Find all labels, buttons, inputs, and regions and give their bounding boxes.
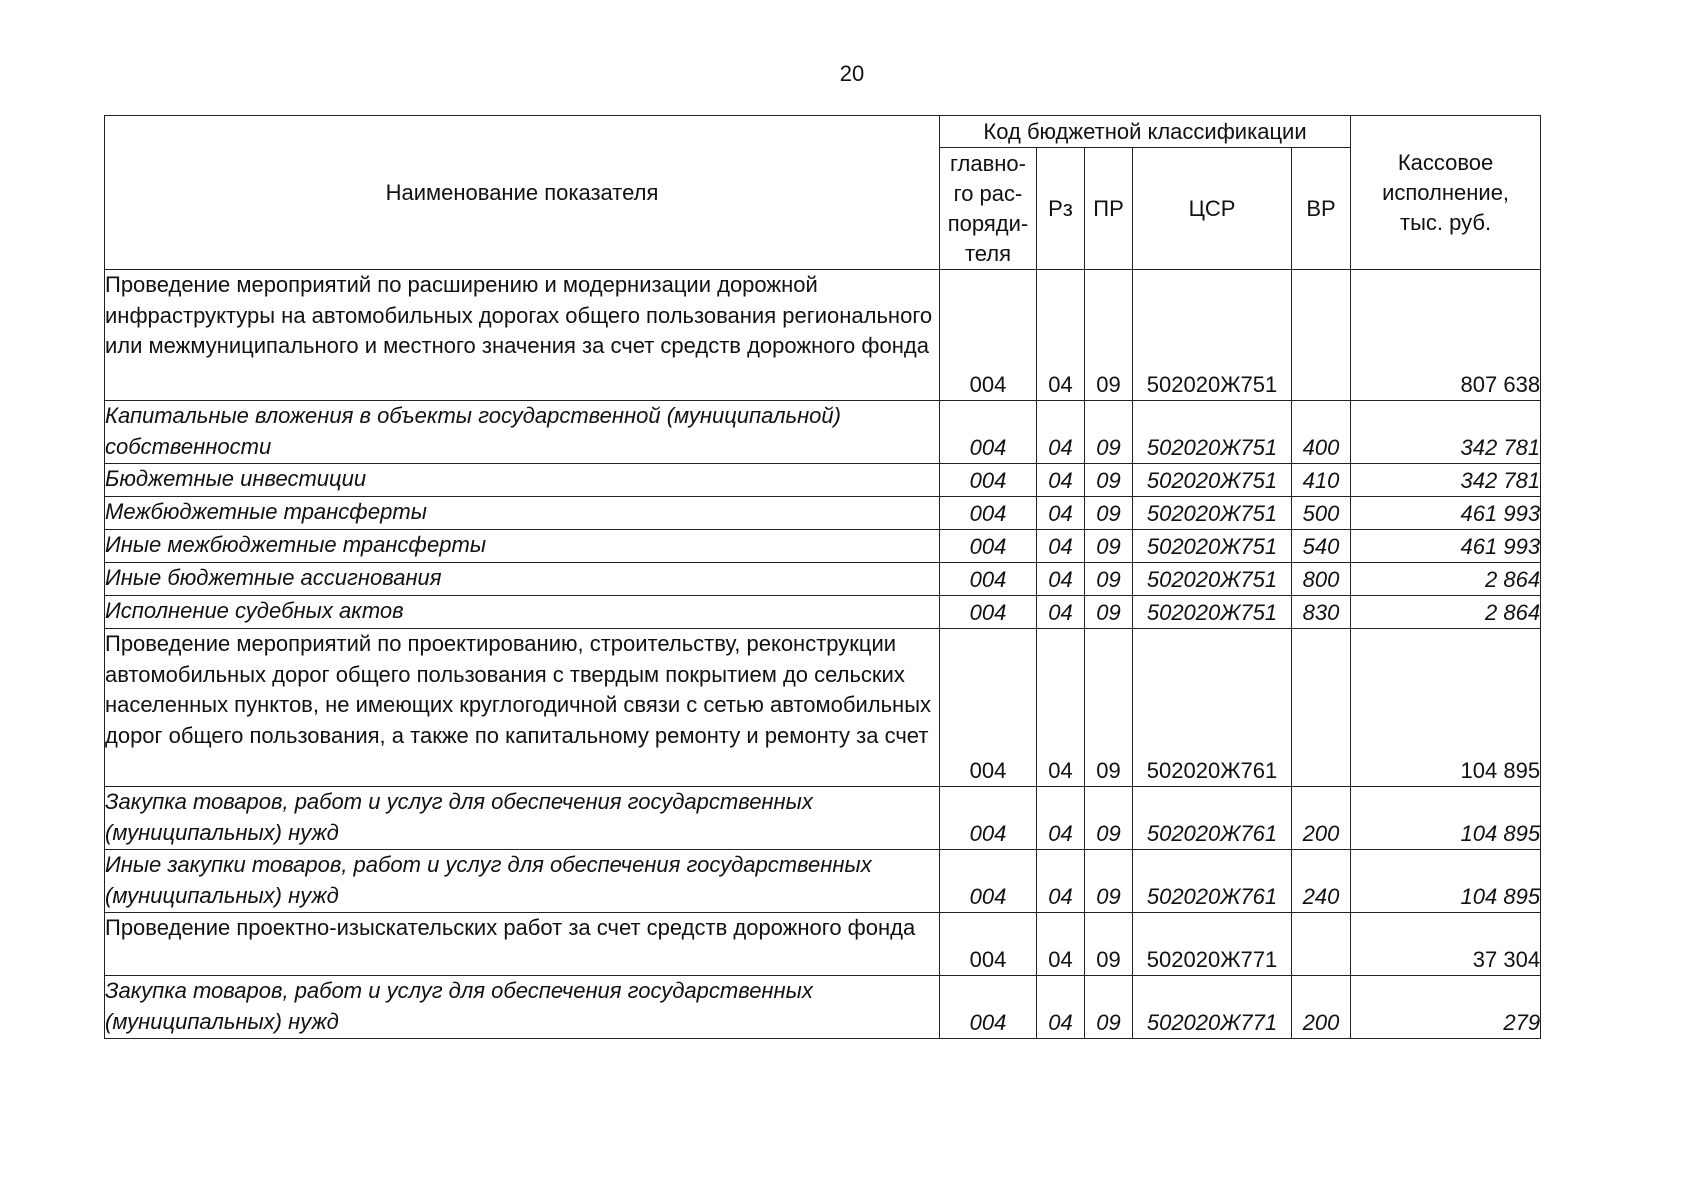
row-grbs: 004 (940, 913, 1037, 976)
header-pr: ПР (1085, 148, 1133, 270)
table-row (105, 401, 1541, 464)
table-row (105, 976, 1541, 1039)
row-name: Исполнение судебных актов (105, 596, 940, 629)
row-rz: 04 (1037, 530, 1085, 563)
row-csr: 502020Ж761 (1133, 787, 1292, 850)
budget-table (104, 115, 1541, 1039)
row-name: Проведение проектно-изыскательских работ за счет средств дорожного фонда (105, 913, 940, 976)
row-name: Закупка товаров, работ и услуг для обеспечения государственных (муниципальных) нужд (105, 976, 940, 1039)
row-amount: 37 304 (1351, 913, 1541, 976)
header-rz: Рз (1037, 148, 1085, 270)
row-grbs: 004 (940, 976, 1037, 1039)
header-code-group: Код бюджетной классификации (940, 116, 1351, 148)
row-pr: 09 (1085, 629, 1133, 787)
row-grbs: 004 (940, 629, 1037, 787)
row-pr: 09 (1085, 401, 1133, 464)
row-name: Закупка товаров, работ и услуг для обеспечения государственных (муниципальных) нужд (105, 787, 940, 850)
header-csr: ЦСР (1133, 148, 1292, 270)
row-rz: 04 (1037, 913, 1085, 976)
row-grbs: 004 (940, 596, 1037, 629)
row-grbs: 004 (940, 464, 1037, 497)
row-pr: 09 (1085, 787, 1133, 850)
row-pr: 09 (1085, 913, 1133, 976)
row-rz: 04 (1037, 629, 1085, 787)
row-csr: 502020Ж751 (1133, 563, 1292, 596)
row-vr: 240 (1292, 850, 1351, 913)
row-amount: 104 895 (1351, 850, 1541, 913)
row-amount: 104 895 (1351, 629, 1541, 787)
row-name: Бюджетные инвестиции (105, 464, 940, 497)
row-rz: 04 (1037, 976, 1085, 1039)
row-name: Проведение мероприятий по расширению и модернизации дорожной инфраструктуры на автомобильных дорогах общего пользования регионального или межмуниципального и местного значения за счет средств дорожного фонда (105, 270, 940, 401)
row-pr: 09 (1085, 464, 1133, 497)
row-pr: 09 (1085, 596, 1133, 629)
header-name: Наименование показателя (105, 116, 940, 270)
row-csr: 502020Ж751 (1133, 464, 1292, 497)
row-rz: 04 (1037, 596, 1085, 629)
row-rz: 04 (1037, 401, 1085, 464)
row-csr: 502020Ж751 (1133, 530, 1292, 563)
table-row (105, 530, 1541, 563)
header-vr: ВР (1292, 148, 1351, 270)
row-grbs: 004 (940, 850, 1037, 913)
page-number: 20 (839, 61, 865, 86)
row-rz: 04 (1037, 787, 1085, 850)
row-csr: 502020Ж751 (1133, 596, 1292, 629)
table-row (105, 270, 1541, 401)
row-grbs: 004 (940, 563, 1037, 596)
row-name: Иные бюджетные ассигнования (105, 563, 940, 596)
row-rz: 04 (1037, 850, 1085, 913)
table-row (105, 787, 1541, 850)
row-grbs: 004 (940, 787, 1037, 850)
row-name: Иные закупки товаров, работ и услуг для обеспечения государственных (муниципальных) нужд (105, 850, 940, 913)
row-amount: 342 781 (1351, 401, 1541, 464)
row-amount: 2 864 (1351, 563, 1541, 596)
row-pr: 09 (1085, 497, 1133, 530)
row-rz: 04 (1037, 563, 1085, 596)
table-row (105, 563, 1541, 596)
row-vr: 410 (1292, 464, 1351, 497)
row-vr (1292, 270, 1351, 401)
row-vr: 500 (1292, 497, 1351, 530)
table-row (105, 913, 1541, 976)
row-amount: 342 781 (1351, 464, 1541, 497)
row-rz: 04 (1037, 270, 1085, 401)
row-csr: 502020Ж771 (1133, 976, 1292, 1039)
row-csr: 502020Ж761 (1133, 850, 1292, 913)
table-row (105, 596, 1541, 629)
row-grbs: 004 (940, 401, 1037, 464)
row-vr: 830 (1292, 596, 1351, 629)
row-name: Капитальные вложения в объекты государственной (муниципальной) собственности (105, 401, 940, 464)
row-pr: 09 (1085, 270, 1133, 401)
header-amount: Кассовое исполнение, тыс. руб. (1351, 116, 1541, 270)
row-vr: 400 (1292, 401, 1351, 464)
row-vr: 540 (1292, 530, 1351, 563)
row-name: Иные межбюджетные трансферты (105, 530, 940, 563)
table-row (105, 464, 1541, 497)
row-pr: 09 (1085, 976, 1133, 1039)
row-vr: 200 (1292, 787, 1351, 850)
row-amount: 279 (1351, 976, 1541, 1039)
row-grbs: 004 (940, 497, 1037, 530)
row-rz: 04 (1037, 497, 1085, 530)
row-amount: 104 895 (1351, 787, 1541, 850)
row-pr: 09 (1085, 850, 1133, 913)
table-row (105, 629, 1541, 787)
row-csr: 502020Ж771 (1133, 913, 1292, 976)
row-amount: 2 864 (1351, 596, 1541, 629)
row-vr (1292, 913, 1351, 976)
row-vr: 800 (1292, 563, 1351, 596)
table-row (105, 850, 1541, 913)
row-vr (1292, 629, 1351, 787)
row-vr: 200 (1292, 976, 1351, 1039)
header-grbs: главно-го рас-поряди-теля (940, 148, 1037, 270)
row-csr: 502020Ж761 (1133, 629, 1292, 787)
row-csr: 502020Ж751 (1133, 270, 1292, 401)
row-pr: 09 (1085, 563, 1133, 596)
row-amount: 461 993 (1351, 497, 1541, 530)
row-csr: 502020Ж751 (1133, 497, 1292, 530)
row-grbs: 004 (940, 530, 1037, 563)
row-name: Межбюджетные трансферты (105, 497, 940, 530)
row-name: Проведение мероприятий по проектированию, строительству, реконструкции автомобильных дорог общего пользования с твердым покрытием до сельских населенных пунктов, не имеющих круглогодичной связи с сетью автомобильных дорог общего пользования, а также по капитальному ремонту и ремонту за счет (105, 629, 940, 787)
row-csr: 502020Ж751 (1133, 401, 1292, 464)
row-rz: 04 (1037, 464, 1085, 497)
row-amount: 461 993 (1351, 530, 1541, 563)
row-pr: 09 (1085, 530, 1133, 563)
row-amount: 807 638 (1351, 270, 1541, 401)
row-grbs: 004 (940, 270, 1037, 401)
table-row (105, 497, 1541, 530)
